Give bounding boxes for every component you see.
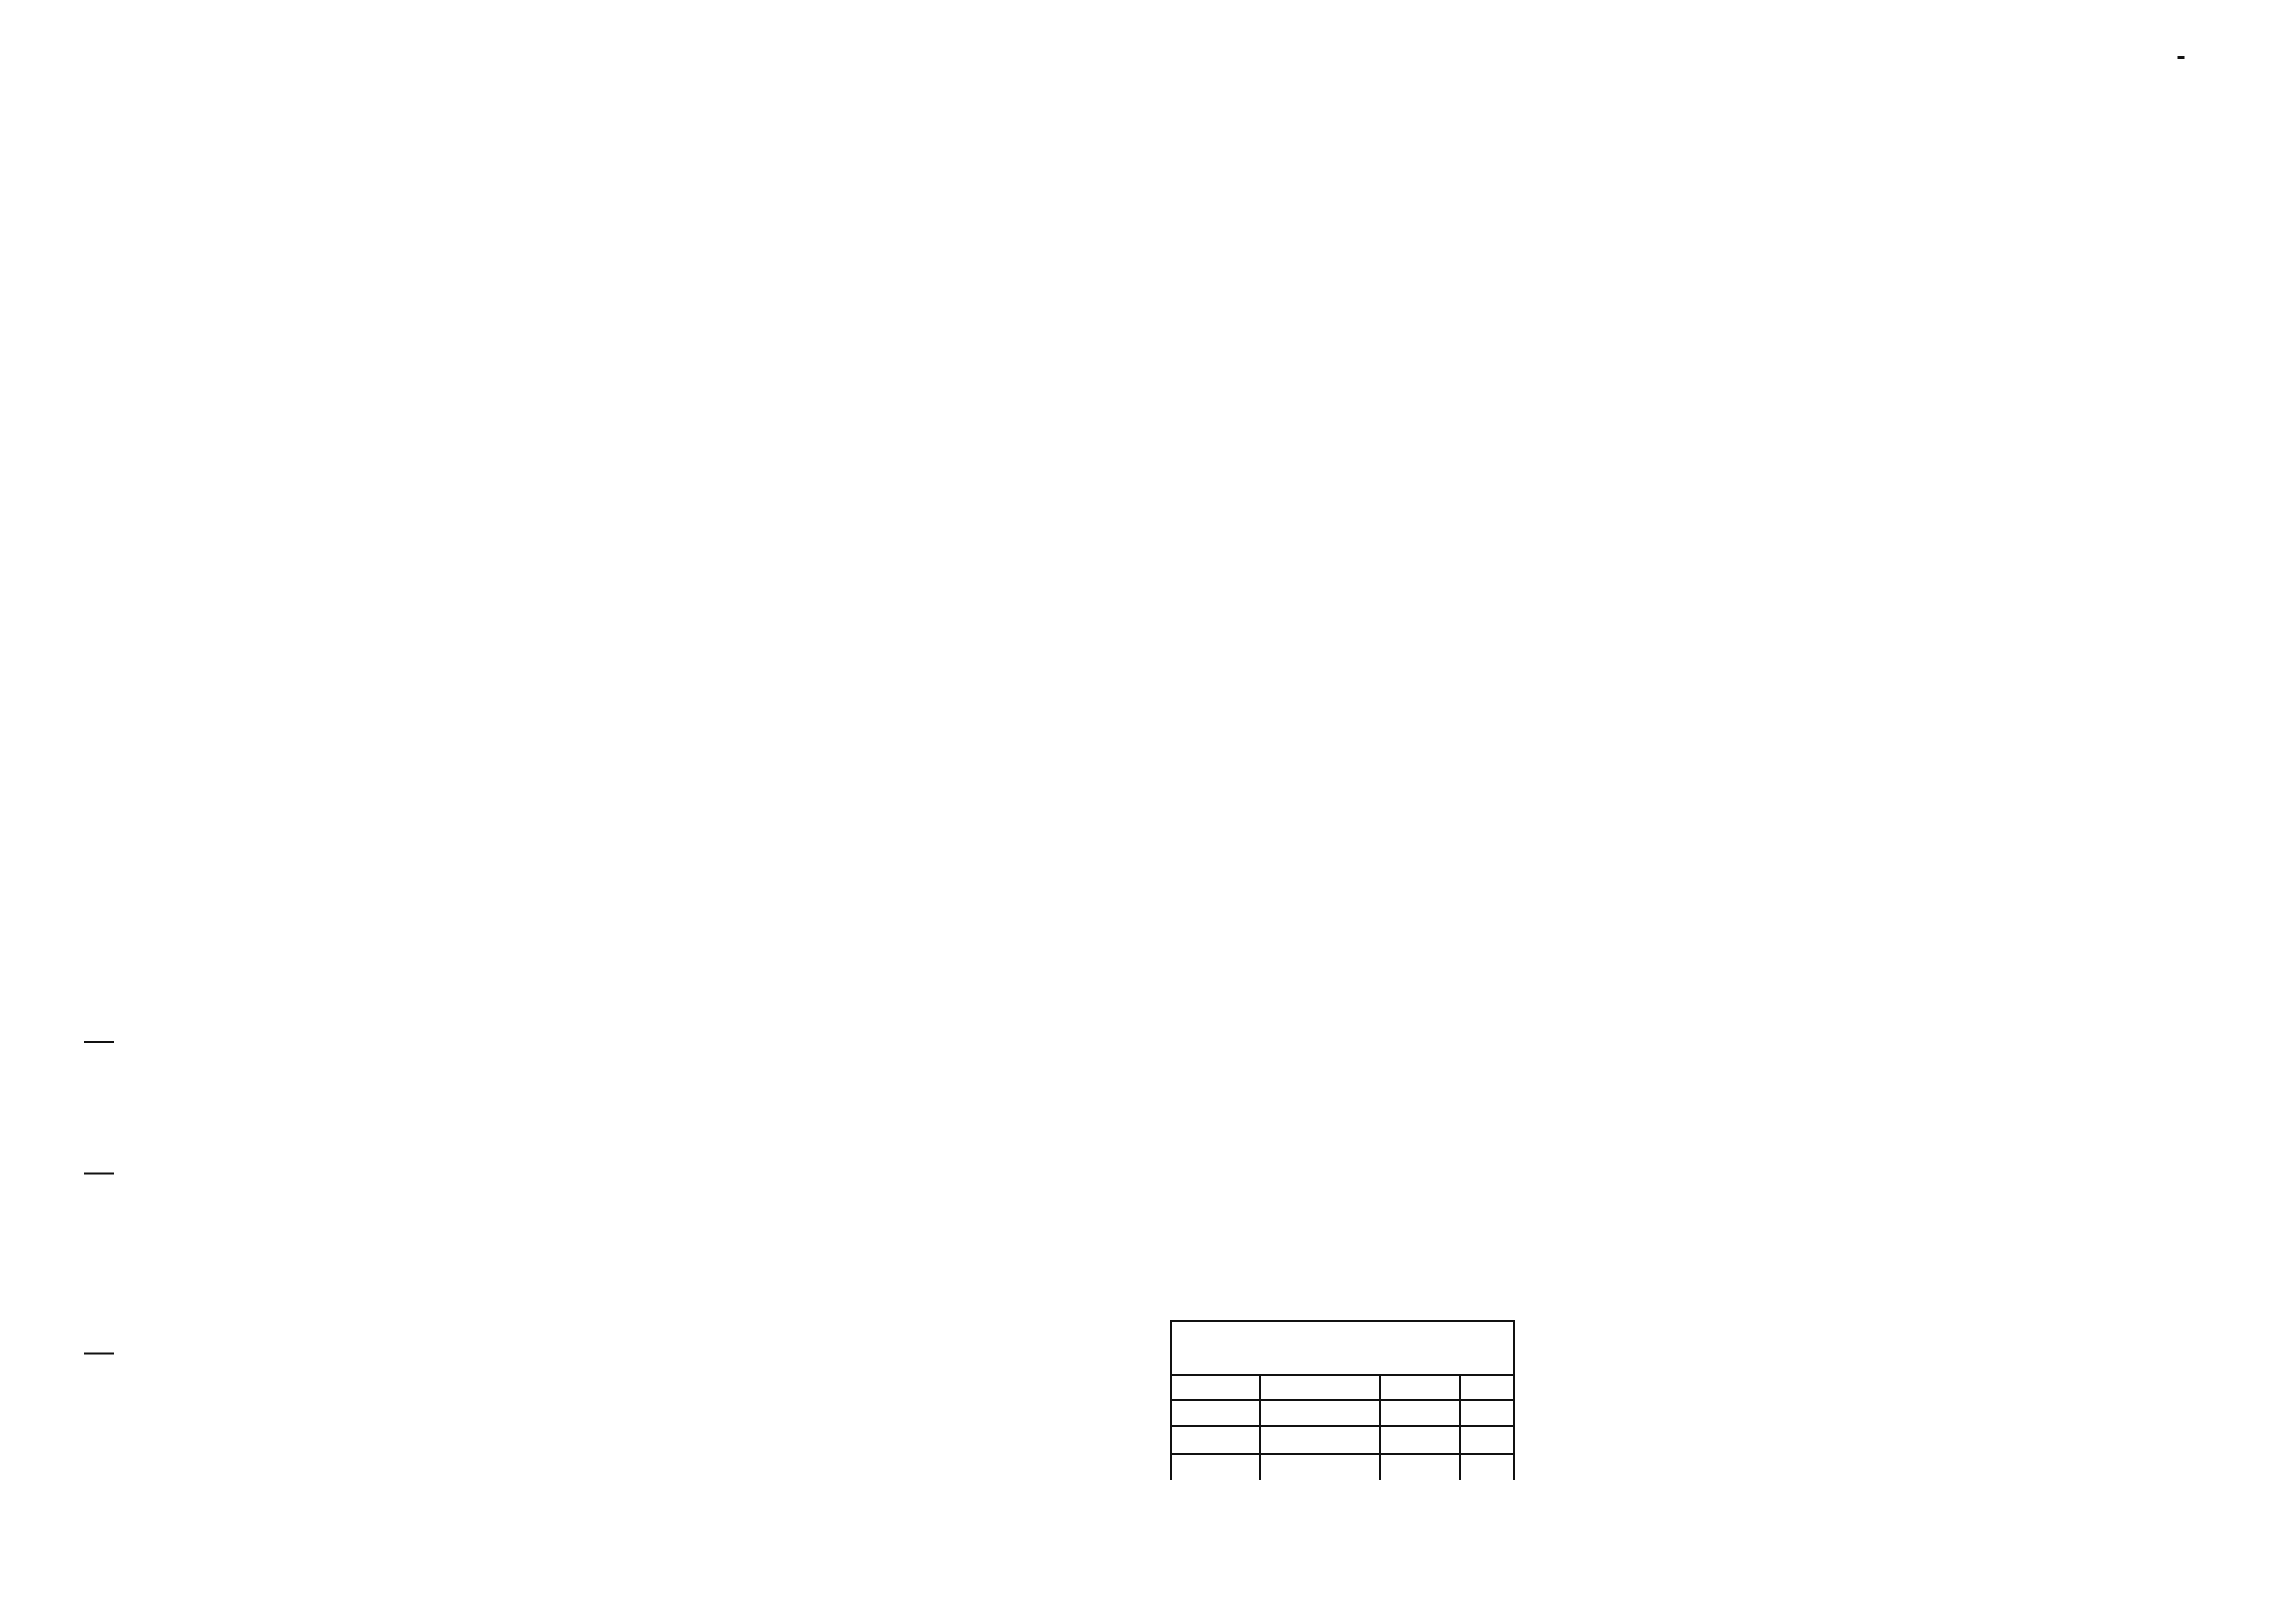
margin-tick (84, 1172, 114, 1174)
corner-dash (2178, 56, 2184, 59)
header-mass (2075, 80, 2205, 240)
linked-stamp (1170, 1320, 1515, 1480)
header-unit-name (1307, 135, 1382, 248)
header-unit-price (1838, 85, 1968, 240)
header-position (113, 68, 220, 248)
header-unit-code (1384, 135, 1462, 248)
header-equipment-code (1651, 90, 1836, 230)
header-type (1123, 75, 1305, 245)
header-quantity (1970, 95, 2073, 235)
margin-tick (84, 1041, 114, 1043)
header-unit (1307, 70, 1462, 135)
margin-tick (84, 1352, 114, 1354)
header-plant-code (1464, 90, 1649, 230)
